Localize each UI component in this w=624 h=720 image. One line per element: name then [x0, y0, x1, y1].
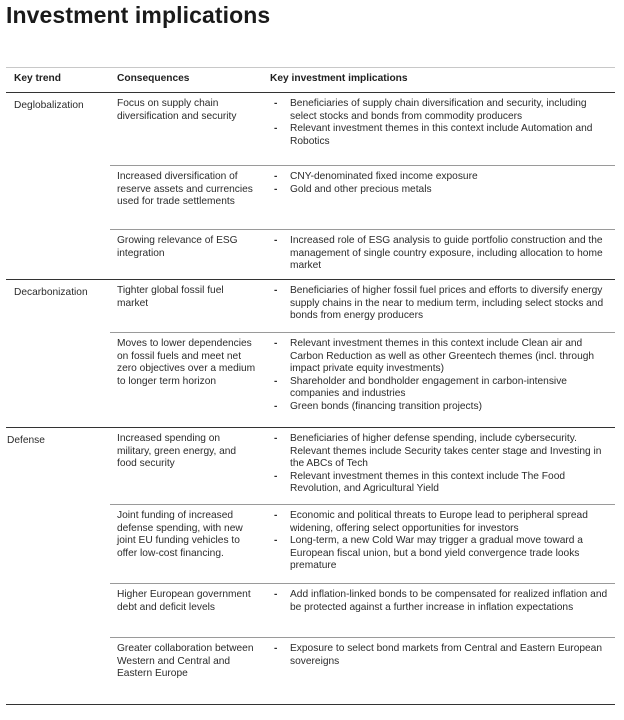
consequence-text: Greater collaboration between Western and Central and Eastern Europe	[117, 643, 254, 680]
consequence-text: Growing relevance of ESG integration	[117, 235, 238, 259]
implication-item: - Long-term, a new Cold War may trigger a gradual move toward a European fiscal union, but a bond yield convergence trade looks premature	[270, 535, 612, 573]
implication-item: - Beneficiaries of higher fossil fuel prices and efforts to diversify energy supply chains in the near to medium term, including select stocks and bonds from energy producers	[270, 285, 612, 323]
implication-item: - Relevant investment themes in this context include Automation and Robotics	[270, 123, 612, 148]
implication-item: - Increased role of ESG analysis to guide portfolio construction and the management of single country exposure, including allocation to home market	[270, 235, 612, 273]
trend-label: Deglobalization	[14, 100, 84, 111]
implication-item: - Gold and other precious metals	[270, 184, 612, 197]
header-implications: Key investment implications	[270, 73, 408, 84]
table-row	[110, 93, 615, 166]
implications-list	[270, 285, 612, 323]
consequence-text: Increased spending on military, green energy, and food security	[117, 433, 237, 470]
trend-label: Decarbonization	[14, 287, 88, 298]
table-row	[110, 584, 615, 638]
header-consequences: Consequences	[117, 73, 190, 84]
implication-item: - Relevant investment themes in this context include The Food Revolution, and Agricultural Yield	[270, 471, 612, 496]
table-row	[110, 638, 615, 704]
implication-item: - Beneficiaries of supply chain diversification and security, including select stocks and bonds from commodity producers	[270, 98, 612, 123]
implication-item: - Beneficiaries of higher defense spending, include cybersecurity. Relevant themes include Security takes center stage and Investing in the ABCs of Tech	[270, 433, 612, 471]
consequence-text: Higher European government debt and deficit levels	[117, 589, 251, 613]
header-key-trend: Key trend	[14, 73, 61, 84]
implications-list	[270, 235, 612, 273]
implication-item: - Green bonds (financing transition projects)	[270, 401, 612, 414]
table-row	[110, 333, 615, 427]
implication-item: - CNY-denominated fixed income exposure	[270, 171, 612, 184]
implication-item: - Exposure to select bond markets from Central and Eastern European sovereigns	[270, 643, 612, 668]
implications-list	[270, 433, 612, 496]
table-row	[110, 166, 615, 230]
consequence-text: Focus on supply chain diversification and security	[117, 98, 237, 122]
table-header	[6, 68, 615, 93]
implications-list	[270, 98, 612, 148]
trend-label: Defense	[7, 435, 45, 446]
implications-list	[270, 171, 612, 196]
table-row	[110, 505, 615, 584]
table-row	[110, 280, 615, 333]
implications-list	[270, 643, 612, 668]
consequence-text: Joint funding of increased defense spending, with new joint EU funding vehicles to offer low-cost financing.	[117, 510, 243, 559]
implications-list	[270, 589, 612, 614]
consequence-text: Moves to lower dependencies on fossil fuels and meet net zero objectives over a medium to longer term horizon	[117, 338, 256, 387]
group-defense	[6, 428, 615, 705]
implication-item: - Economic and political threats to Europe lead to peripheral spread widening, offering select opportunities for investors	[270, 510, 612, 535]
table-row	[110, 428, 615, 505]
consequence-text: Tighter global fossil fuel market	[117, 285, 224, 309]
table-row	[110, 230, 615, 279]
implication-item: - Relevant investment themes in this context include Clean air and Carbon Reduction as well as other Greentech themes (incl. through impact private equity investments)	[270, 338, 612, 376]
group-decarbonization	[6, 280, 615, 428]
implications-list	[270, 510, 612, 573]
implications-list	[270, 338, 612, 414]
consequence-text: Increased diversification of reserve assets and currencies used for trade settlements	[117, 171, 253, 208]
implication-item: - Add inflation-linked bonds to be compensated for realized inflation and be protected against a further increase in inflation expectations	[270, 589, 612, 614]
group-deglobalization	[6, 93, 615, 280]
implication-item: - Shareholder and bondholder engagement in carbon-intensive companies and industries	[270, 376, 612, 401]
investment-table	[6, 67, 615, 705]
page-title: Investment implications	[6, 2, 271, 28]
